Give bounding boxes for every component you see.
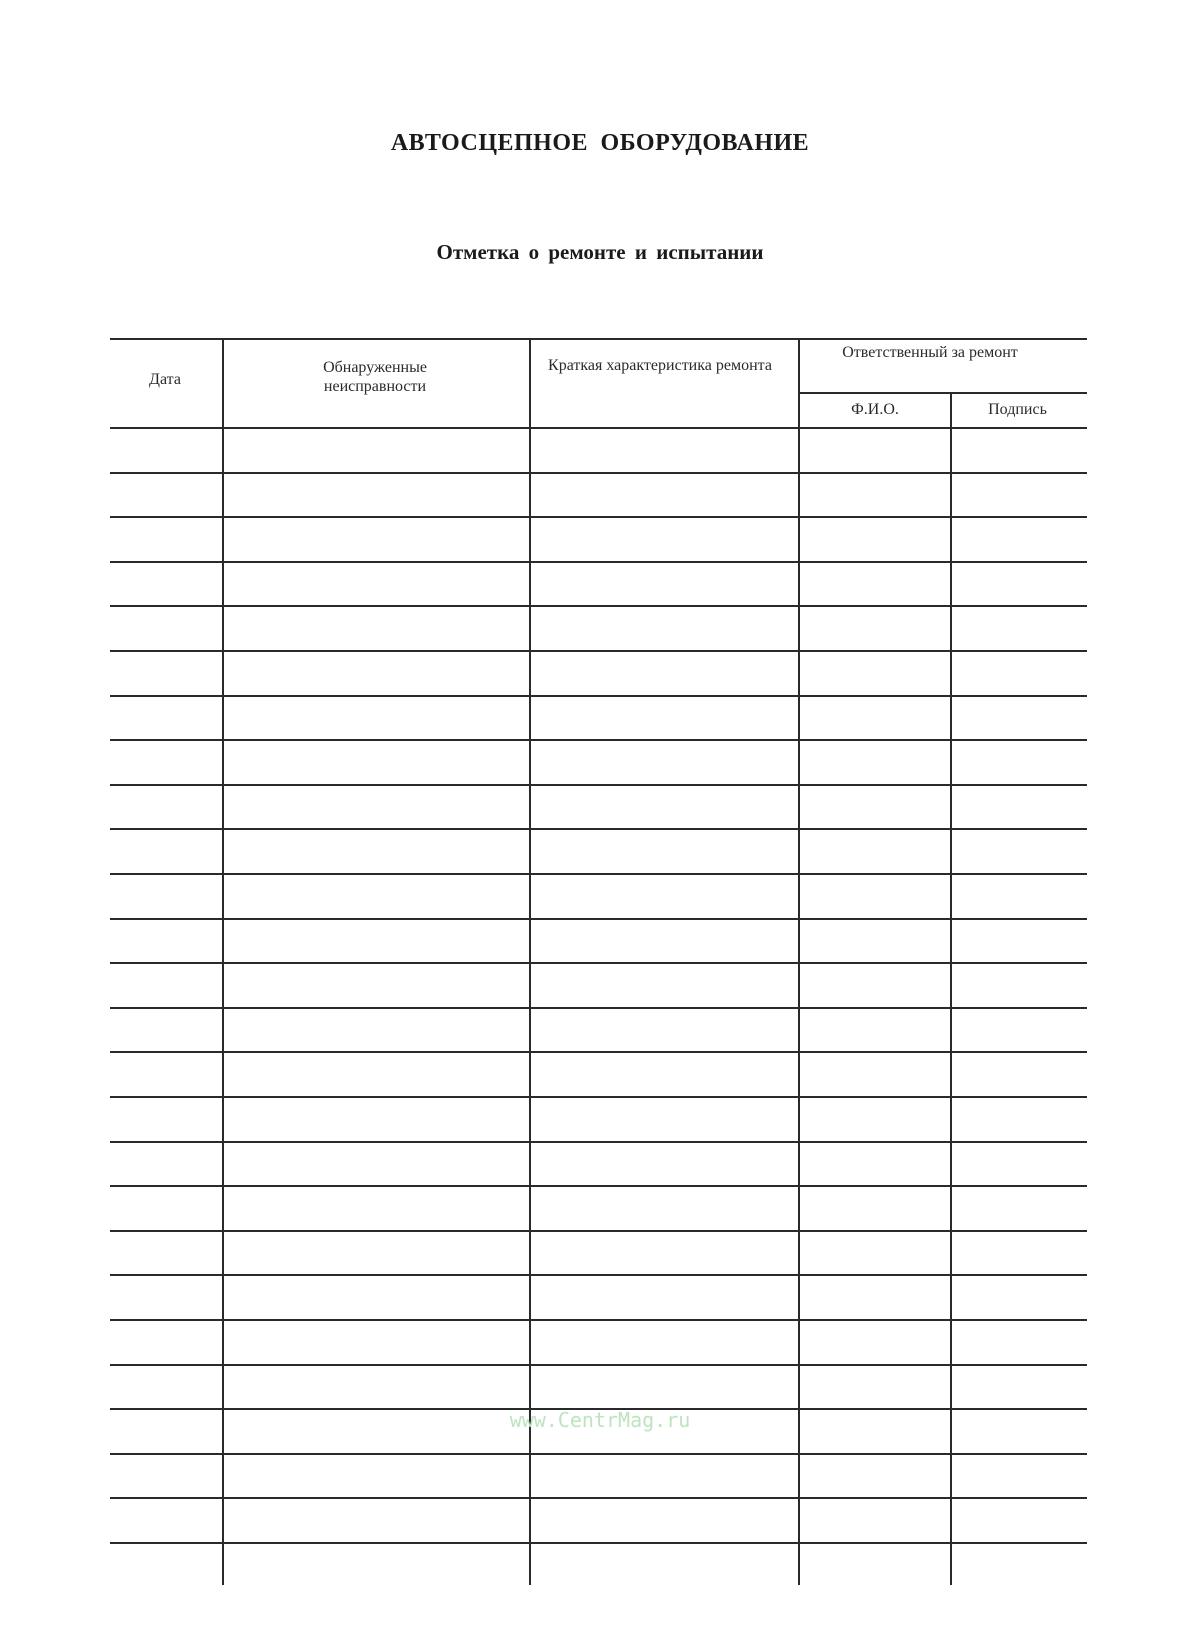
table-row-line [110,962,1087,964]
table-row-line [110,739,1087,741]
column-divider-defects [529,338,531,1585]
table-row-line [110,1230,1087,1232]
table-row-line [110,605,1087,607]
table-row-line [110,1007,1087,1009]
header-defects: Обнаруженные неисправности [323,359,427,395]
table-top-border [110,338,1087,340]
table-row-line [110,918,1087,920]
table-row-line [110,472,1087,474]
column-divider-repair [798,338,800,1585]
table-row-line [110,1185,1087,1187]
header-fio: Ф.И.О. [851,401,899,418]
header-responsible: Ответственный за ремонт [842,344,1018,361]
table-row-line [110,695,1087,697]
table-row-line [110,561,1087,563]
table-row-line [110,1453,1087,1455]
column-divider-date [222,338,224,1585]
table-row-line [110,650,1087,652]
table-row-line [110,1542,1087,1544]
header-signature: Подпись [988,401,1047,418]
page-subtitle: Отметка о ремонте и испытании [436,240,764,264]
table-row-line [110,784,1087,786]
column-divider-fio [950,392,952,1585]
table-row-line [110,1051,1087,1053]
table-row-line [110,828,1087,830]
table-row-line [110,1319,1087,1321]
header-repair: Краткая характеристика ремонта [548,357,772,374]
header-subdivider [798,392,1087,394]
table-row-line [110,873,1087,875]
table-row-line [110,1364,1087,1366]
header-bottom-border [110,427,1087,429]
watermark: www.CentrMag.ru [509,1408,691,1432]
table-row-line [110,1096,1087,1098]
table-row-line [110,1141,1087,1143]
page-title: АВТОСЦЕПНОЕ ОБОРУДОВАНИЕ [390,130,810,156]
table-row-line [110,1274,1087,1276]
table-row-line [110,516,1087,518]
header-date: Дата [149,371,181,388]
table-row-line [110,1497,1087,1499]
